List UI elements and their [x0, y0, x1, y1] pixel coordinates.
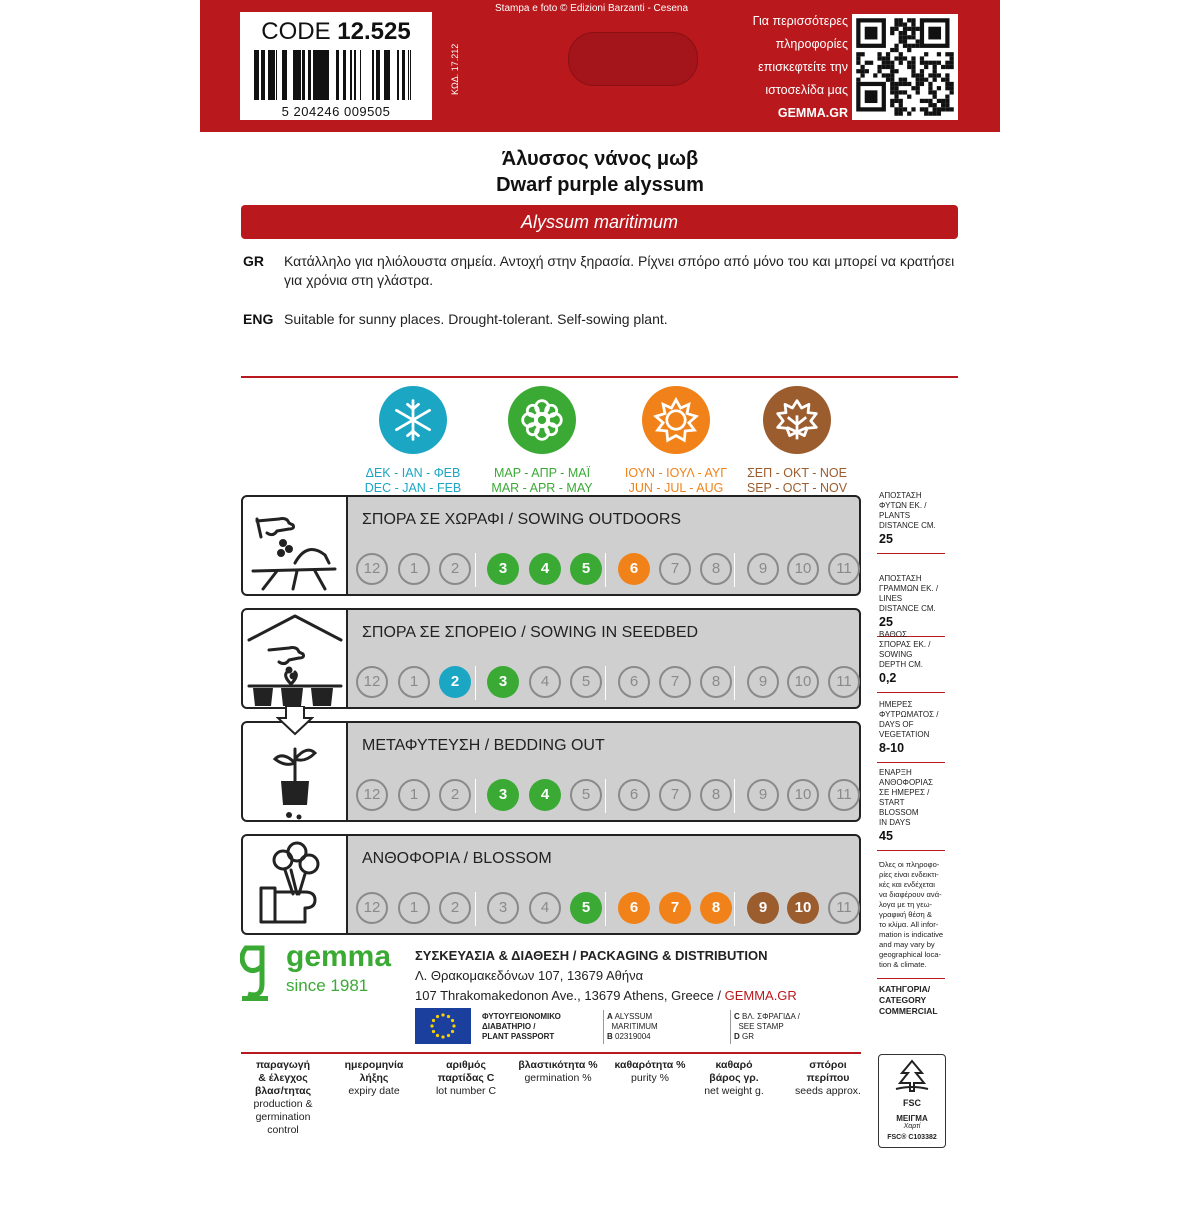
code-box [240, 12, 432, 120]
row-icon-box [241, 495, 348, 596]
side-info-3: ΗΜΕΡΕΣ ΦΥΤΡΩΜΑΤΟΣ / DAYS OF VEGETATION 8-10 [879, 700, 945, 753]
side-info-value: 8-10 [879, 741, 905, 755]
season-en-label: SEP - OCT - NOV [746, 481, 848, 495]
fsc-sub: Χαρτί [903, 1123, 921, 1130]
month-9: 9 [747, 553, 779, 585]
month-9: 9 [747, 892, 779, 924]
packaging-info [415, 946, 797, 1006]
month-4: 4 [529, 779, 561, 811]
info-column: βλαστικότητα % germination % [518, 1059, 598, 1084]
month-8: 8 [700, 553, 732, 585]
row-panel [346, 608, 861, 709]
month-6: 6 [618, 666, 650, 698]
pack-title: ΣΥΣΚΕΥΑΣΙΑ & ΔΙΑΘΕΣΗ / PACKAGING & DISTRIBUTION [415, 948, 768, 963]
eu-flag-icon [415, 1008, 471, 1044]
month-6: 6 [618, 892, 650, 924]
month-1: 1 [398, 892, 430, 924]
season-gr-label: ΜΑΡ - ΑΠΡ - ΜΑΪ [493, 466, 591, 480]
fsc-badge [878, 1054, 946, 1148]
month-10: 10 [787, 779, 819, 811]
side-info-value: 25 [879, 615, 893, 629]
month-11: 11 [828, 553, 860, 585]
side-info-value: 25 [879, 532, 893, 546]
info-column: ημερομηνία λήξης expiry date [344, 1059, 404, 1097]
side-info-1: ΑΠΟΣΤΑΣΗ ΓΡΑΜΜΩΝ ΕΚ. / LINES DISTANCE CM. 25 [879, 574, 945, 627]
info-line: πληροφορίες [775, 37, 848, 51]
side-info-0: ΑΠΟΣΤΑΣΗ ΦΥΤΩΝ ΕΚ. / PLANTS DISTANCE CM. 25 [879, 491, 945, 544]
address-website[interactable]: GEMMA.GR [724, 988, 797, 1003]
month-8: 8 [700, 779, 732, 811]
stampa-credit: Stampa e foto © Edizioni Barzanti - Cesena [495, 3, 689, 14]
month-strip [356, 779, 856, 813]
calendar-row [241, 495, 861, 598]
info-column: παραγωγή & έλεγχος βλασ/τητας production & germination control [253, 1059, 313, 1136]
season-0 [343, 386, 483, 496]
month-3: 3 [487, 892, 519, 924]
month-2: 2 [439, 779, 471, 811]
info-line: ιστοσελίδα μας [765, 83, 848, 97]
month-11: 11 [828, 666, 860, 698]
row-panel [346, 495, 861, 596]
disclaimer: Όλες οι πληροφο- ρίες είναι ενδεικτι- κές και ενδέχεται να διαφέρουν ανά- λογα με τη γεω- γραφική θέση & το κλίμα. All infor- mation is indicative and may vary by geographical loca- tion & climate. [879, 860, 944, 969]
title-en: Dwarf purple alyssum [496, 174, 704, 196]
info-column: καθαρό βάρος γρ. net weight g. [704, 1059, 764, 1097]
month-8: 8 [700, 666, 732, 698]
month-5: 5 [570, 779, 602, 811]
month-12: 12 [356, 553, 388, 585]
month-5: 5 [570, 666, 602, 698]
month-1: 1 [398, 666, 430, 698]
month-12: 12 [356, 892, 388, 924]
month-6: 6 [618, 553, 650, 585]
row-panel [346, 721, 861, 822]
season-2 [606, 386, 746, 496]
month-9: 9 [747, 666, 779, 698]
website-link[interactable]: GEMMA.GR [777, 106, 848, 120]
season-gr-label: ΔΕΚ - ΙΑΝ - ΦΕΒ [365, 466, 461, 480]
bottom-separator [241, 1052, 861, 1054]
info-column: καθαρότητα % purity % [614, 1059, 686, 1084]
fsc-code: FSC® C103382 [887, 1134, 937, 1141]
sowing-seedbed-icon [243, 610, 346, 707]
month-3: 3 [487, 553, 519, 585]
month-6: 6 [618, 779, 650, 811]
month-10: 10 [787, 553, 819, 585]
season-1 [472, 386, 612, 496]
season-gr-label: ΙΟΥΝ - ΙΟΥΛ - ΑΥΓ [624, 466, 728, 480]
calendar-row [241, 721, 861, 824]
month-7: 7 [659, 892, 691, 924]
month-12: 12 [356, 779, 388, 811]
row-label: ΜΕΤΑΦΥΤΕΥΣΗ / BEDDING OUT [362, 737, 605, 754]
ean-number: 5 204246 009505 [281, 104, 391, 119]
month-8: 8 [700, 892, 732, 924]
month-5: 5 [570, 553, 602, 585]
info-text [700, 10, 848, 125]
row-icon-box [241, 608, 348, 709]
month-2: 2 [439, 666, 471, 698]
passport-c: C ΒΛ. ΣΦΡΑΓΙΔΑ / SEE STAMP D GR [734, 1012, 800, 1041]
month-1: 1 [398, 779, 430, 811]
brand-since: since 1981 [286, 976, 369, 995]
month-3: 3 [487, 666, 519, 698]
desc-en-text: Suitable for sunny places. Drought-tolerant. Self-sowing plant. [284, 311, 668, 327]
qr-code-icon[interactable] [852, 14, 958, 120]
month-7: 7 [659, 779, 691, 811]
info-line: επισκεφτείτε την [758, 60, 848, 74]
month-7: 7 [659, 553, 691, 585]
side-info-value: 45 [879, 829, 893, 843]
passport-a: A ALYSSUM MARITIMUM B 02319004 [607, 1012, 658, 1041]
kod-number: ΚΩΔ. 17.212 [450, 43, 460, 95]
fsc-mix: ΜΕΙΓΜΑ [896, 1114, 928, 1123]
separator-line [241, 376, 958, 378]
month-strip [356, 553, 856, 587]
plant-passport-label: ΦΥΤΟΥΓΕΙΟΝΟΜΙΚΟ ΔΙΑΒΑΤΗΡΙΟ / PLANT PASSPORT [482, 1012, 561, 1041]
month-2: 2 [439, 892, 471, 924]
season-3 [727, 386, 867, 496]
flower-icon [508, 386, 576, 454]
category: ΚΑΤΗΓΟΡΙΑ/ CATEGORY COMMERCIAL [879, 984, 938, 1016]
info-line: Για περισσότερες [752, 14, 848, 28]
season-en-label: JUN - JUL - AUG [628, 481, 724, 495]
calendar-row [241, 608, 861, 711]
address-en: 107 Thrakomakedonon Ave., 13679 Athens, Greece / GEMMA.GR [415, 988, 797, 1003]
info-column: σπόροι περίπου seeds approx. [795, 1059, 861, 1097]
month-4: 4 [529, 553, 561, 585]
calendar-row [241, 834, 861, 937]
info-column: αριθμός παρτίδας C lot number C [435, 1059, 497, 1097]
sowing-outdoors-icon [243, 497, 346, 594]
month-11: 11 [828, 892, 860, 924]
barcode-icon [254, 50, 418, 100]
code-label: CODE 12.525 [261, 18, 411, 45]
month-10: 10 [787, 666, 819, 698]
month-2: 2 [439, 553, 471, 585]
row-icon-box [241, 834, 348, 935]
down-arrow-icon [276, 706, 314, 741]
month-10: 10 [787, 892, 819, 924]
brand-name: gemma [286, 940, 392, 973]
month-7: 7 [659, 666, 691, 698]
desc-gr-label: GR [243, 253, 264, 269]
side-info-2: ΒΑΘΟΣ ΣΠΟΡΑΣ ΕΚ. / SOWING DEPTH CM. 0,2 [879, 630, 945, 683]
address-gr: Λ. Θρακομακεδόνων 107, 13679 Αθήνα [415, 968, 644, 983]
row-label: ΑΝΘΟΦΟΡΙΑ / BLOSSOM [362, 850, 552, 867]
season-gr-label: ΣΕΠ - ΟΚΤ - ΝΟΕ [747, 466, 847, 480]
month-strip [356, 892, 856, 926]
fsc-tree-icon [892, 1059, 932, 1093]
leaf-icon [763, 386, 831, 454]
month-strip [356, 666, 856, 700]
hanger-slot [568, 32, 698, 86]
latin-name-bar: Alyssum maritimum [241, 205, 958, 239]
month-1: 1 [398, 553, 430, 585]
side-info-4: ΕΝΑΡΞΗ ΑΝΘΟΦΟΡΙΑΣ ΣΕ ΗΜΕΡΕΣ / START BLOSSOM IN DAYS 45 [879, 768, 945, 841]
month-9: 9 [747, 779, 779, 811]
title-gr: Άλυσσος νάνος μωβ [501, 148, 699, 170]
row-panel [346, 834, 861, 935]
fsc-label: FSC [903, 1098, 921, 1108]
month-5: 5 [570, 892, 602, 924]
row-label: ΣΠΟΡΑ ΣΕ ΣΠΟΡΕΙΟ / SOWING IN SEEDBED [362, 624, 699, 641]
month-11: 11 [828, 779, 860, 811]
snowflake-icon [379, 386, 447, 454]
desc-en-label: ENG [243, 311, 274, 327]
row-label: ΣΠΟΡΑ ΣΕ ΧΩΡΑΦΙ / SOWING OUTDOORS [362, 511, 682, 528]
blossom-icon [243, 836, 346, 933]
sun-icon [642, 386, 710, 454]
side-info-value: 0,2 [879, 671, 897, 685]
season-en-label: DEC - JAN - FEB [364, 481, 462, 495]
month-3: 3 [487, 779, 519, 811]
season-en-label: MAR - APR - MAY [491, 481, 593, 495]
month-4: 4 [529, 666, 561, 698]
month-4: 4 [529, 892, 561, 924]
month-12: 12 [356, 666, 388, 698]
desc-gr-text: Κατάλληλο για ηλιόλουστα σημεία. Αντοχή στην ξηρασία. Ρίχνει σπόρο από μόνο του και μπορεί να κρατήσει για χρόνια στη γλάστρα. [284, 253, 955, 288]
